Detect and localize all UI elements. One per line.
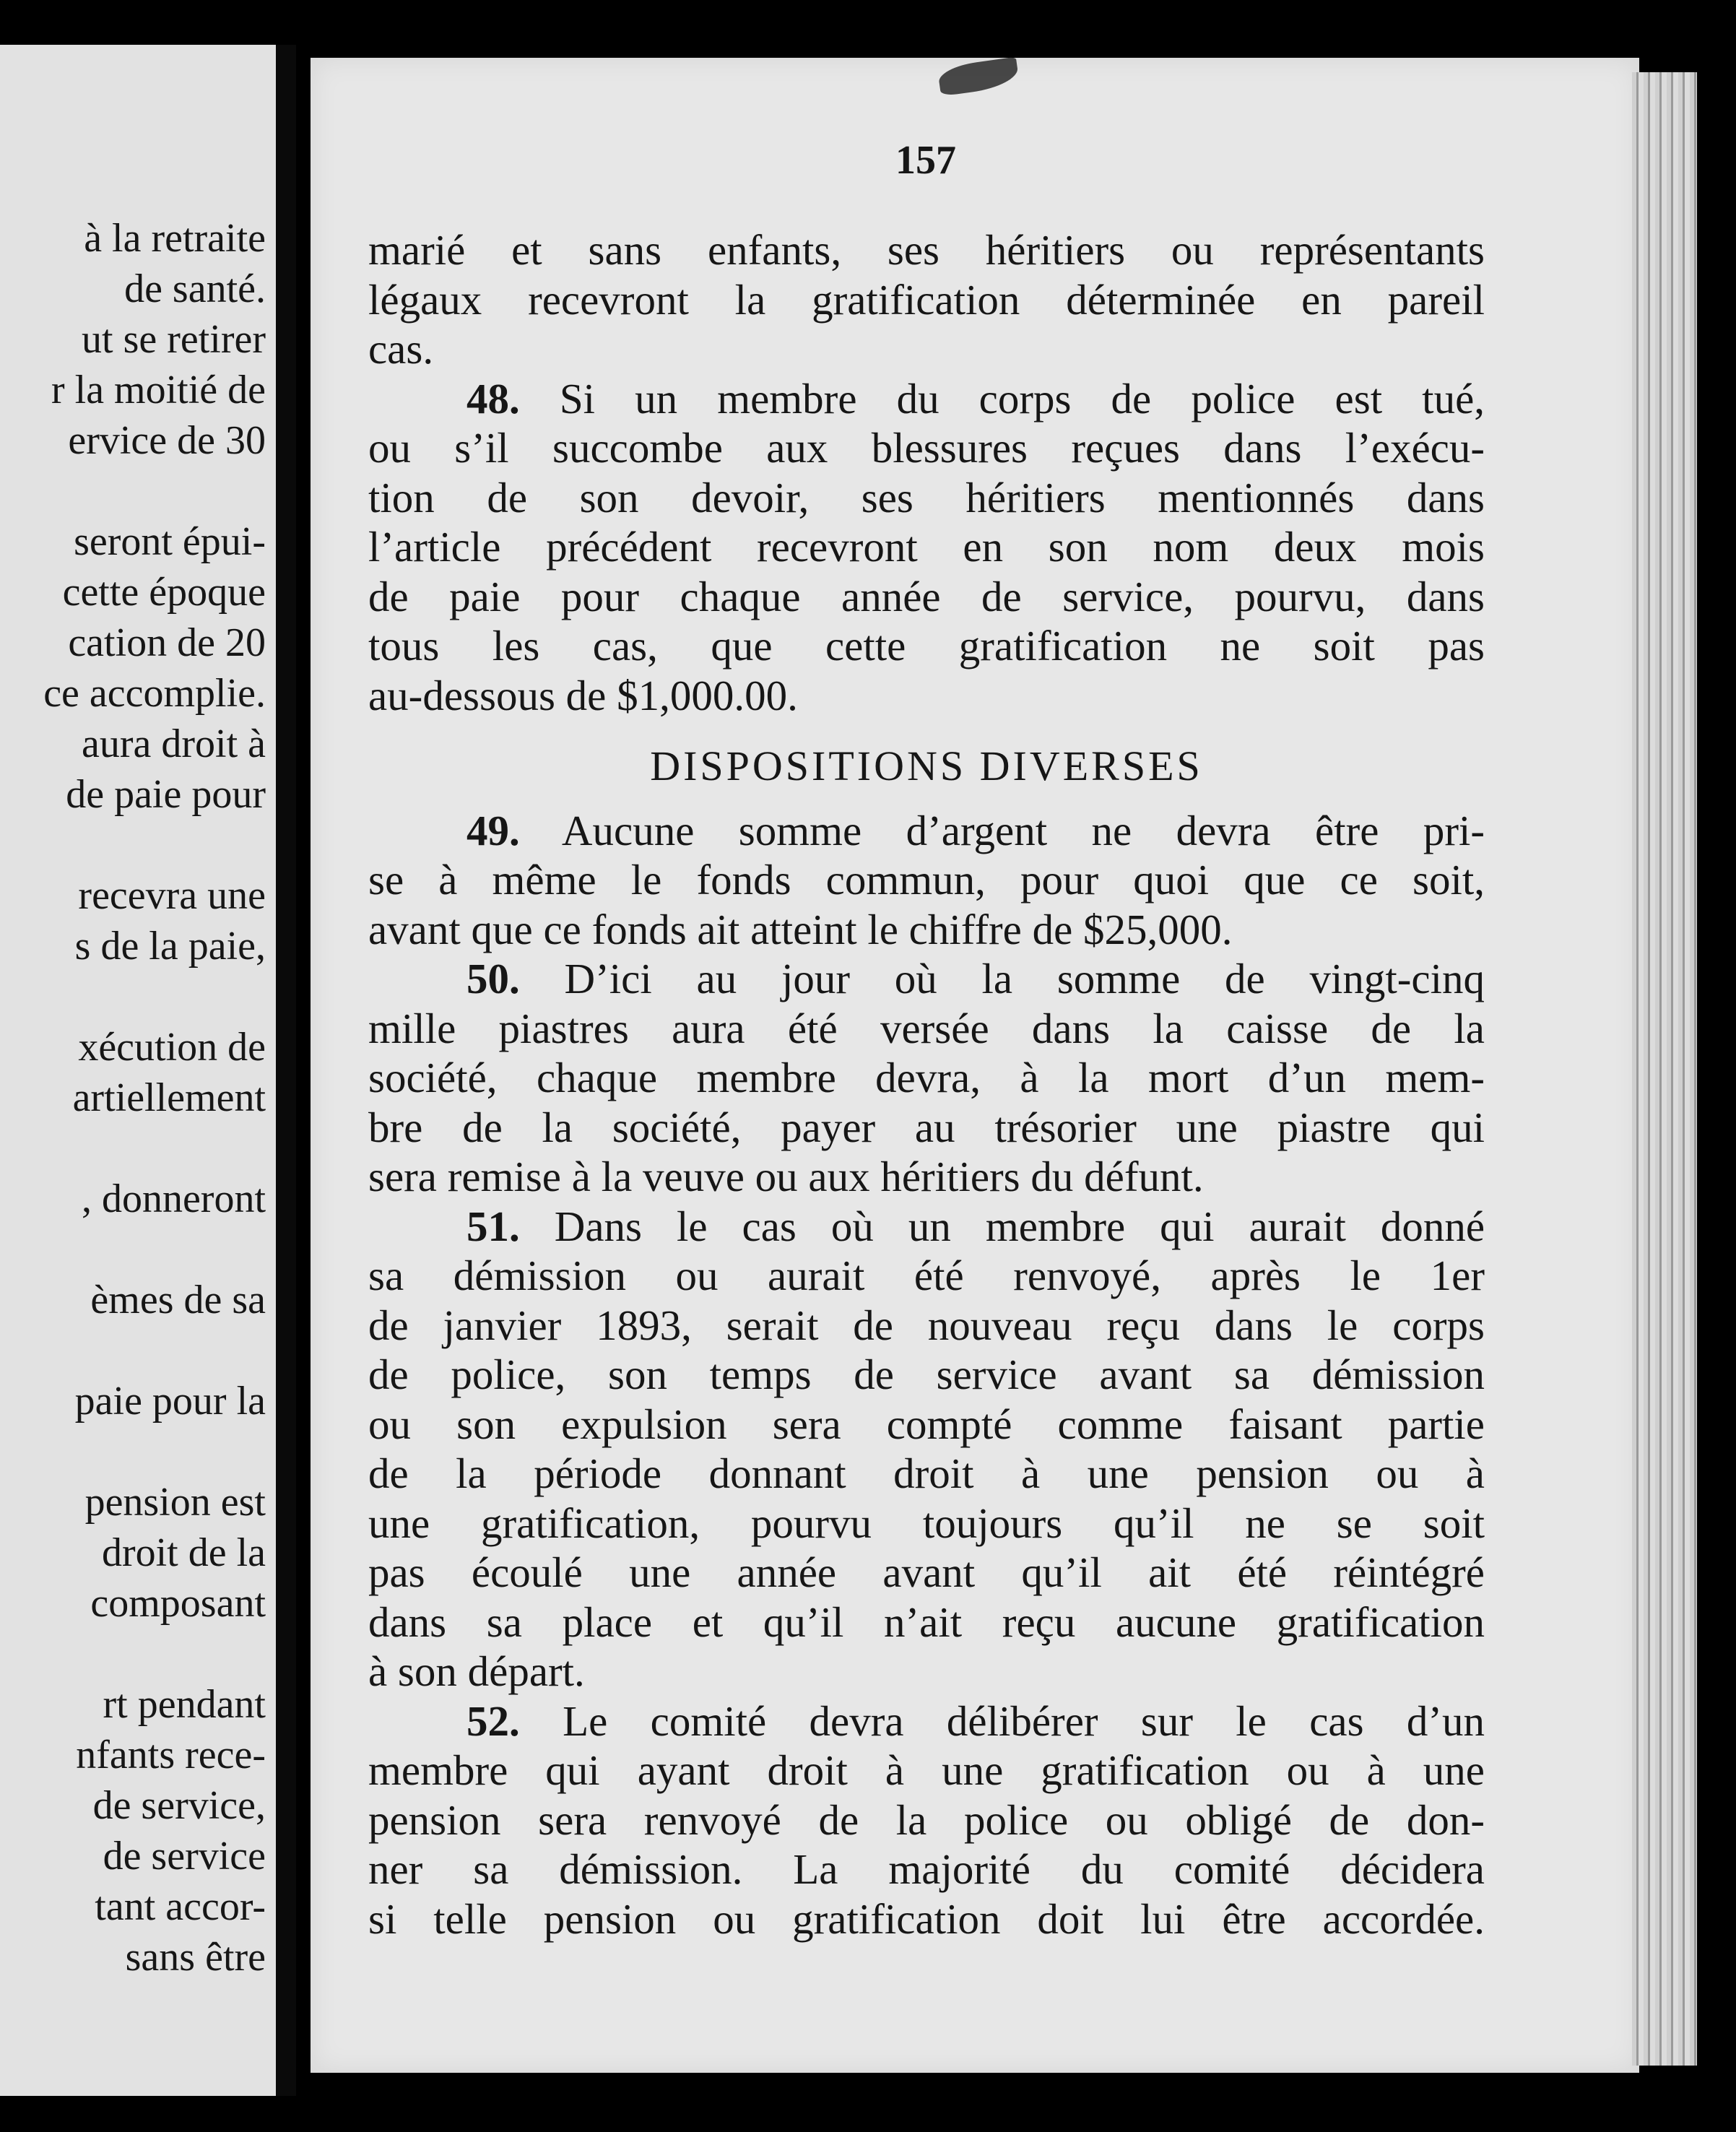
book-spine [276, 45, 296, 2096]
text-line: au-dessous de $1,000.00. [368, 671, 798, 719]
article-52-first-line [368, 1696, 1485, 1746]
text-line: Si un membre du corps de police est tué, [559, 374, 1485, 422]
text-line: membre qui ayant droit à une gratification ou à une [368, 1746, 1485, 1794]
left-page-line: artiellement [72, 1075, 266, 1120]
text-line: sera remise à la veuve ou aux héritiers du défunt. [368, 1153, 1204, 1200]
article-48-first-line [368, 374, 1485, 424]
left-page-line: composant [90, 1581, 266, 1626]
left-page-line: tant accor- [95, 1884, 266, 1929]
text-line: marié et sans enfants, ses héritiers ou représentants [368, 226, 1485, 274]
text-line: tion de son devoir, ses héritiers mentionnés dans [368, 473, 1485, 521]
text-line: de la période donnant droit à une pension ou à [368, 1450, 1485, 1497]
left-page-line: seront épui- [74, 519, 266, 564]
left-page-line: s de la paie, [74, 924, 266, 968]
text-line: de janvier 1893, serait de nouveau reçu dans le corps [368, 1301, 1485, 1349]
text-line: de police, son temps de service avant sa démission [368, 1351, 1485, 1398]
left-page-line: pension est [84, 1480, 266, 1525]
text-line: se à même le fonds commun, pour quoi que ce soit, [368, 856, 1485, 904]
left-page-line: ce accomplie. [43, 671, 266, 716]
text-line: pension sera renvoyé de la police ou obligé de don- [368, 1795, 1485, 1844]
text-line: l’article précédent recevront en son nom deux mois [368, 523, 1485, 571]
left-page-line: èmes de sa [90, 1278, 266, 1322]
text-line: ner sa démission. La majorité du comité décidera [368, 1845, 1485, 1893]
text-line: sa démission ou aurait été renvoyé, après le 1er [368, 1252, 1485, 1299]
left-page-line: r la moitié de [51, 368, 266, 412]
left-page-line: nfants rece- [76, 1733, 266, 1777]
left-page-line: recevra une [78, 873, 266, 918]
left-page-line: ervice de 30 [68, 418, 266, 463]
page-text [368, 225, 1485, 1944]
left-page-line: de service, [92, 1783, 266, 1828]
text-line: une gratification, pourvu toujours qu’il ne se soit [368, 1499, 1485, 1547]
text-line: Aucune somme d’argent ne devra être pri- [561, 806, 1485, 854]
article-number: 51. [466, 1202, 520, 1250]
text-line: légaux recevront la gratification déterminée en pareil [368, 275, 1485, 324]
text-line: avant que ce fonds ait atteint le chiffre de $25,000. [368, 905, 1233, 953]
article-number: 52. [466, 1696, 520, 1745]
left-page-line: paie pour la [74, 1379, 266, 1424]
left-page-line: cette époque [62, 570, 266, 615]
text-line: ou s’il succombe aux blessures reçues dans l’exécu- [368, 424, 1485, 472]
left-page-line: aura droit à [82, 722, 266, 766]
page-number: 157 [895, 138, 956, 183]
text-line: ou son expulsion sera compté comme faisant partie [368, 1400, 1485, 1448]
text-line: si telle pension ou gratification doit lui être accordée. [368, 1894, 1485, 1943]
text-line: cas. [368, 325, 434, 373]
text-line: Dans le cas où un membre qui aurait donné [554, 1202, 1485, 1250]
left-page-line: cation de 20 [68, 620, 266, 665]
left-page-line: droit de la [101, 1530, 266, 1575]
article-number: 48. [466, 374, 520, 422]
left-page-line: de santé. [124, 266, 266, 311]
left-page-line: rt pendant [103, 1682, 266, 1727]
left-page-line: de service [103, 1834, 266, 1878]
text-line: D’ici au jour où la somme de vingt-cinq [564, 955, 1485, 1002]
text-line: dans sa place et qu’il n’ait reçu aucune gratification [368, 1598, 1485, 1646]
left-page-line: xécution de [78, 1025, 266, 1070]
article-number: 50. [466, 955, 520, 1002]
article-number: 49. [466, 806, 520, 854]
text-line: pas écoulé une année avant qu’il ait été réintégré [368, 1548, 1485, 1596]
text-line: société, chaque membre devra, à la mort d’un mem- [368, 1054, 1485, 1101]
text-line: mille piastres aura été versée dans la caisse de la [368, 1004, 1485, 1052]
text-line: de paie pour chaque année de service, pourvu, dans [368, 572, 1485, 620]
article-50-first-line [368, 954, 1485, 1004]
text-line: tous les cas, que cette gratification ne soit pas [368, 622, 1485, 670]
text-line: Le comité devra délibérer sur le cas d’un [563, 1696, 1485, 1745]
article-51-first-line [368, 1202, 1485, 1252]
text-line: bre de la société, payer au trésorier une piastre qui [368, 1103, 1485, 1151]
left-page-fragment [0, 45, 276, 2096]
left-page-line: sans être [125, 1935, 266, 1980]
section-heading: DISPOSITIONS DIVERSES [650, 742, 1203, 789]
left-page-line: à la retraite [84, 216, 266, 261]
left-page-line: ut se retirer [82, 317, 266, 362]
text-line: à son départ. [368, 1647, 585, 1695]
article-49-first-line [368, 806, 1485, 856]
left-page-line: , donneront [81, 1176, 266, 1221]
page-edges [1632, 72, 1697, 2066]
left-page-line: de paie pour [66, 772, 266, 817]
